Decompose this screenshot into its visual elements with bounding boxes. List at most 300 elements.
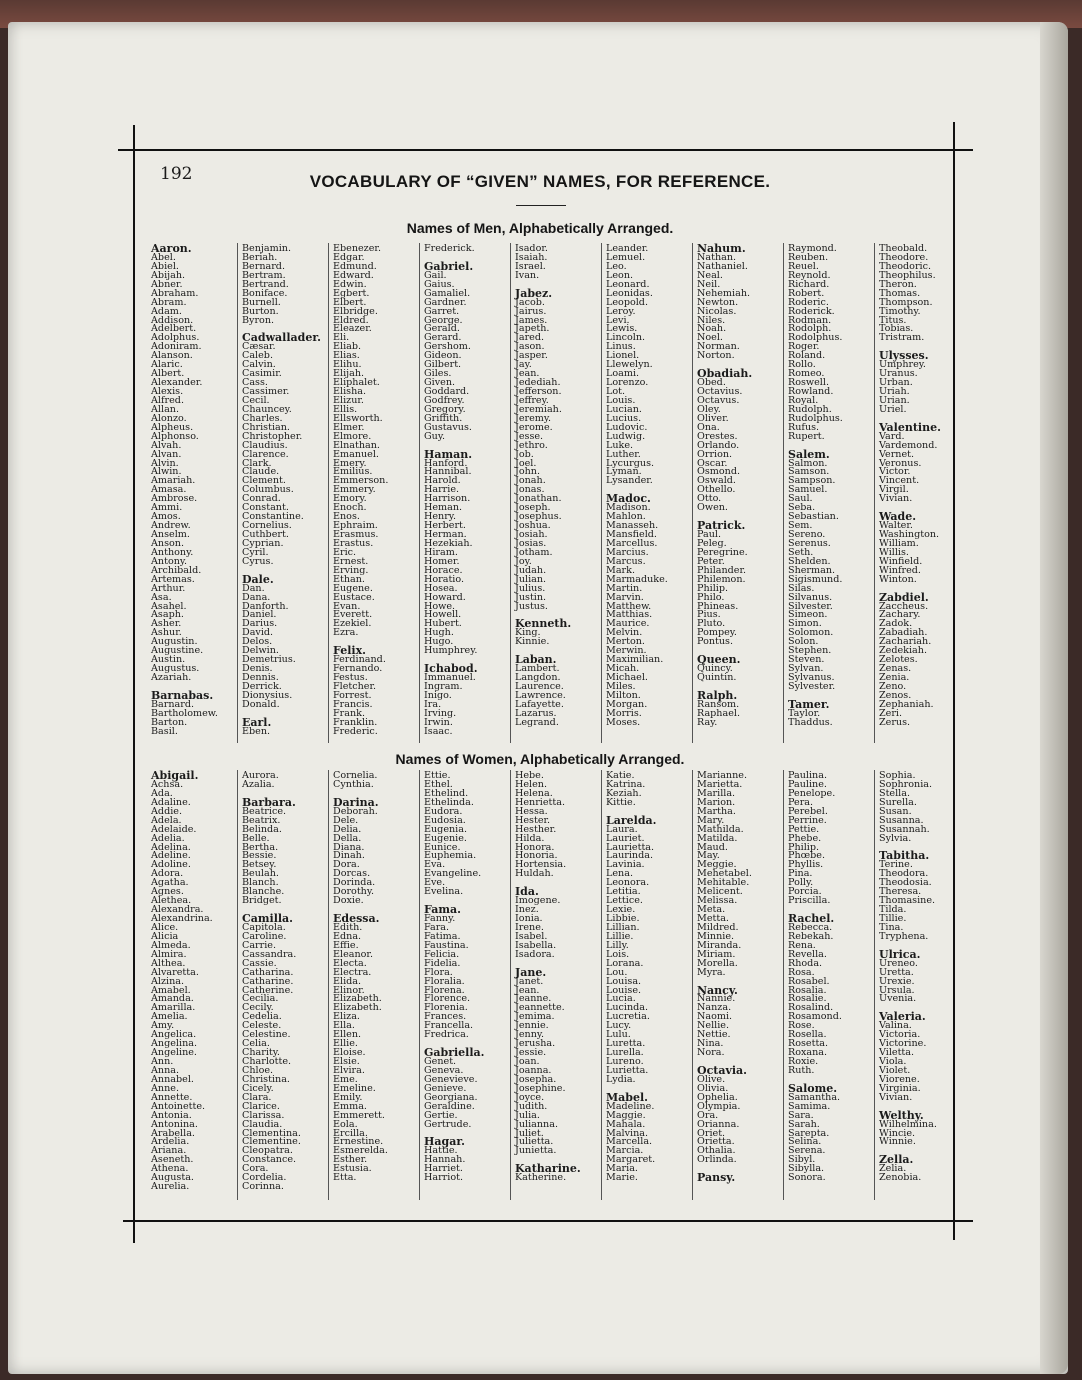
name-entry: Evangeline. xyxy=(424,868,482,880)
name-entry: Serena. xyxy=(788,1145,826,1157)
letter-group-head: Gabriel. xyxy=(424,259,474,273)
name-entry: Felicia. xyxy=(424,948,460,960)
letter-group-head: Haman. xyxy=(424,447,473,461)
name-entry: Sibylla. xyxy=(788,1163,825,1175)
name-entry: Clark. xyxy=(242,457,272,469)
name-entry: Peter. xyxy=(697,555,725,567)
name-entry: Ruth. xyxy=(788,1064,815,1076)
name-entry: Immanuel. xyxy=(424,672,476,683)
name-entry: Irving. xyxy=(424,707,457,719)
name-entry: Marie. xyxy=(606,1172,638,1184)
name-entry: Faustina. xyxy=(424,939,469,951)
name-entry: Solomon. xyxy=(788,627,834,639)
name-entry: Abner. xyxy=(151,278,183,290)
name-entry: Marcus. xyxy=(606,555,646,567)
name-entry: Athena. xyxy=(151,1163,189,1175)
name-entry: Beatrix. xyxy=(242,814,281,826)
name-entry: Cyrus. xyxy=(242,555,274,567)
name-entry: Giles. xyxy=(424,368,452,380)
letter-group-head: Madoc. xyxy=(606,492,651,506)
name-entry: Cecily. xyxy=(242,1002,274,1014)
name-entry: Catharine. xyxy=(242,975,294,987)
name-entry: Alaric. xyxy=(151,359,183,371)
name-entry: Raphael. xyxy=(697,707,740,719)
name-entry: Edna. xyxy=(333,930,362,942)
name-entry: Joseph. xyxy=(515,502,551,514)
name-entry: Dorothy. xyxy=(333,886,375,898)
name-entry: Zeno. xyxy=(879,680,907,692)
name-entry: Laurietta. xyxy=(606,841,655,853)
name-entry: Marietta. xyxy=(697,778,743,790)
women-column xyxy=(788,772,876,1183)
name-entry: Hannah. xyxy=(424,1154,466,1166)
name-entry: Silas. xyxy=(788,582,815,594)
name-entry: Lauriet. xyxy=(606,832,645,844)
name-entry: Jay. xyxy=(515,359,532,371)
name-entry: Jedediah. xyxy=(515,377,561,389)
name-entry: Ellie. xyxy=(333,1038,358,1050)
name-entry: Roderic. xyxy=(788,296,829,308)
name-entry: Jasper. xyxy=(515,350,548,362)
name-entry: Junietta. xyxy=(515,1145,557,1157)
name-entry: Otto. xyxy=(697,493,722,505)
name-entry: Elizabeth. xyxy=(333,1002,382,1014)
name-entry: Reuben. xyxy=(788,251,829,263)
name-entry: Emmerson. xyxy=(333,475,389,487)
men-column xyxy=(606,245,694,728)
name-entry: Hilda. xyxy=(515,832,545,844)
name-entry: Rufus. xyxy=(788,421,820,433)
name-entry: Roderick. xyxy=(788,305,835,317)
name-entry: Edward. xyxy=(333,269,374,281)
name-entry: Niles. xyxy=(697,314,726,326)
name-entry: Emanuel. xyxy=(333,448,379,460)
name-entry: Sebastian. xyxy=(788,511,839,523)
name-entry: Horatio. xyxy=(424,573,465,585)
name-entry: Almira. xyxy=(151,948,187,960)
name-entry: Ann. xyxy=(151,1056,174,1067)
name-entry: Anthony. xyxy=(151,546,194,558)
name-entry: Ashur. xyxy=(151,627,182,639)
name-entry: Hosea. xyxy=(424,582,458,594)
name-entry: Pompey. xyxy=(697,627,737,639)
name-entry: Victorine. xyxy=(879,1038,927,1050)
name-entry: Godfrey. xyxy=(424,394,465,406)
name-entry: Selina. xyxy=(788,1136,822,1148)
left-rule xyxy=(133,125,135,1243)
name-entry: Priscilla. xyxy=(788,895,831,907)
name-entry: Stephen. xyxy=(788,645,832,657)
name-entry: Artemas. xyxy=(151,573,195,585)
name-entry: Jean. xyxy=(515,984,540,996)
column-divider xyxy=(692,770,693,1200)
name-entry: Gerard. xyxy=(424,332,462,344)
name-entry: Alice. xyxy=(151,921,179,933)
name-entry: Enoch. xyxy=(333,502,367,514)
name-entry: Rupert. xyxy=(788,430,825,442)
name-entry: Sereno. xyxy=(788,529,826,540)
name-entry: Phœbe. xyxy=(788,850,825,862)
name-entry: Jairus. xyxy=(515,305,547,317)
women-column xyxy=(879,772,967,1183)
name-entry: Llewelyn. xyxy=(606,359,653,371)
name-entry: Elizabeth. xyxy=(333,993,382,1005)
name-entry: Mansfield. xyxy=(606,529,657,540)
name-entry: Langdon. xyxy=(515,672,561,683)
letter-group-head: Queen. xyxy=(697,653,741,667)
name-entry: Rodolph. xyxy=(788,323,832,335)
column-divider xyxy=(783,770,784,1200)
name-entry: Merwin. xyxy=(606,645,647,657)
name-entry: Nehemiah. xyxy=(697,287,751,299)
name-entry: Pettie. xyxy=(788,823,820,835)
name-entry: Julia. xyxy=(515,1109,540,1121)
name-entry: Hebe. xyxy=(515,770,544,781)
name-entry: Abraham. xyxy=(151,287,199,299)
name-entry: Alpheus. xyxy=(151,421,194,433)
name-entry: Marcellus. xyxy=(606,537,658,549)
name-entry: Burton. xyxy=(242,305,279,317)
name-entry: Gregory. xyxy=(424,403,466,415)
top-rule xyxy=(118,149,973,151)
name-entry: Sylvanus. xyxy=(788,672,835,683)
letter-group-head: Barnabas. xyxy=(151,688,214,702)
name-entry: Cornelius. xyxy=(242,520,292,532)
letter-group-head: Tamer. xyxy=(788,697,830,711)
name-entry: Mark. xyxy=(606,564,635,576)
name-entry: Tillie. xyxy=(879,913,907,924)
name-entry: Thomasine. xyxy=(879,895,936,907)
name-entry: Walter. xyxy=(879,520,913,532)
name-entry: Lysander. xyxy=(606,475,653,487)
name-entry: Alexandra. xyxy=(151,904,204,916)
name-entry: Simon. xyxy=(788,618,822,630)
bottom-rule xyxy=(123,1220,973,1222)
name-entry: Seba. xyxy=(788,502,816,514)
name-entry: Howard. xyxy=(424,591,466,603)
name-entry: Darius. xyxy=(242,618,278,630)
name-entry: Antonina. xyxy=(151,1118,198,1130)
name-entry: Leopold. xyxy=(606,296,649,308)
name-entry: Ora. xyxy=(697,1109,719,1121)
name-entry: Amabel. xyxy=(151,984,191,996)
name-entry: Lillian. xyxy=(606,921,640,933)
name-entry: Barton. xyxy=(151,716,188,728)
letter-group-head: Katharine. xyxy=(515,1162,581,1176)
name-entry: Zachariah. xyxy=(879,636,932,648)
name-entry: Agnes. xyxy=(151,886,184,898)
letter-group-head: Darina. xyxy=(333,795,379,809)
name-entry: Richard. xyxy=(788,278,830,290)
name-entry: Angelina. xyxy=(151,1038,198,1050)
name-entry: Olympia. xyxy=(697,1100,741,1112)
name-entry: Jemima. xyxy=(515,1011,555,1023)
name-entry: Harold. xyxy=(424,475,461,487)
name-entry: Orianna. xyxy=(697,1118,740,1130)
name-entry: Christina. xyxy=(242,1073,290,1085)
name-entry: Belinda. xyxy=(242,823,282,835)
name-entry: Maurice. xyxy=(606,618,650,630)
name-entry: Belle. xyxy=(242,832,270,844)
name-entry: Effie. xyxy=(333,939,359,951)
name-entry: Lambert. xyxy=(515,663,560,675)
women-column xyxy=(697,772,785,1183)
name-entry: Ernest. xyxy=(333,555,369,567)
name-entry: Edgar. xyxy=(333,251,365,263)
name-entry: Ethelinda. xyxy=(424,796,474,808)
name-entry: Achsa. xyxy=(151,778,184,790)
name-entry: Winfred. xyxy=(879,564,921,576)
name-entry: Erving. xyxy=(333,564,369,576)
name-entry: Miriam. xyxy=(697,948,736,960)
name-entry: Zachary. xyxy=(879,609,921,621)
name-entry: Japeth. xyxy=(515,323,550,335)
name-entry: Joshua. xyxy=(515,520,551,532)
name-entry: Marcella. xyxy=(606,1136,653,1148)
name-entry: Adam. xyxy=(151,305,182,317)
name-entry: Louise. xyxy=(606,984,642,996)
name-entry: Katie. xyxy=(606,770,635,781)
letter-group-head: Earl. xyxy=(242,715,272,729)
column-divider xyxy=(328,243,329,743)
name-entry: Pius. xyxy=(697,609,721,621)
name-entry: Derrick. xyxy=(242,680,282,692)
name-entry: Susanna. xyxy=(879,814,924,826)
name-entry: Henrietta. xyxy=(515,796,566,808)
name-entry: Philo. xyxy=(697,591,725,603)
name-entry: Madeline. xyxy=(606,1100,655,1112)
name-entry: Mehetabel. xyxy=(697,868,752,880)
name-entry: Martha. xyxy=(697,805,736,817)
name-entry: Emilius. xyxy=(333,466,373,478)
name-entry: Elinor. xyxy=(333,984,365,996)
name-entry: Emma. xyxy=(333,1100,367,1112)
name-entry: Kittie. xyxy=(606,796,636,808)
name-entry: Adoniram. xyxy=(151,341,202,353)
letter-group-head: Laban. xyxy=(515,653,557,667)
letter-group-head: Wade. xyxy=(879,510,917,524)
name-entry: Huldah. xyxy=(515,868,554,880)
name-entry: Orietta. xyxy=(697,1136,735,1148)
name-entry: Doxie. xyxy=(333,895,364,907)
name-entry: Asahel. xyxy=(151,600,187,612)
name-entry: Laura. xyxy=(606,823,638,835)
name-entry: Valina. xyxy=(879,1020,912,1032)
name-entry: Ureneo. xyxy=(879,957,918,969)
name-entry: Leander. xyxy=(606,243,649,254)
name-entry: Heman. xyxy=(424,502,463,514)
name-entry: Joel. xyxy=(515,457,537,469)
name-entry: Delia. xyxy=(333,823,362,835)
name-entry: Wincie. xyxy=(879,1127,916,1139)
name-entry: Eliza. xyxy=(333,1011,360,1023)
name-entry: Eben. xyxy=(242,725,271,737)
name-entry: Azariah. xyxy=(151,672,192,683)
name-entry: Basil. xyxy=(151,725,178,737)
name-entry: Elihu. xyxy=(333,359,362,371)
name-entry: Matthew. xyxy=(606,600,652,612)
name-entry: Alexandrina. xyxy=(151,913,213,924)
name-entry: Sem. xyxy=(788,520,813,532)
letter-group-head: Ralph. xyxy=(697,688,738,702)
name-entry: Adolphus. xyxy=(151,332,200,344)
name-entry: Othalia. xyxy=(697,1145,736,1157)
name-entry: Willis. xyxy=(879,546,909,558)
name-entry: Ursula. xyxy=(879,984,915,996)
name-entry: Alanson. xyxy=(151,350,193,362)
name-entry: Emily. xyxy=(333,1091,363,1103)
name-entry: Linus. xyxy=(606,341,636,353)
name-entry: Metta. xyxy=(697,913,729,924)
name-entry: Noel. xyxy=(697,332,723,344)
name-entry: Joy. xyxy=(515,555,532,567)
name-entry: Maximilian. xyxy=(606,654,664,666)
name-entry: Agatha. xyxy=(151,877,189,889)
name-entry: Leon. xyxy=(606,269,634,281)
name-entry: Rena. xyxy=(788,939,816,951)
name-entry: Winfield. xyxy=(879,555,923,567)
name-entry: Herman. xyxy=(424,529,467,540)
name-entry: Amasa. xyxy=(151,484,187,496)
name-entry: Legrand. xyxy=(515,716,559,728)
name-entry: Antonia. xyxy=(151,1109,192,1121)
name-entry: Eldred. xyxy=(333,314,369,326)
name-entry: Wilhelmina. xyxy=(879,1118,937,1130)
name-entry: Theophilus. xyxy=(879,269,936,281)
name-entry: Celestine. xyxy=(242,1029,291,1041)
name-entry: Ephraim. xyxy=(333,520,378,532)
name-entry: Constant. xyxy=(242,502,289,514)
name-entry: Bessie. xyxy=(242,850,277,862)
name-entry: Caroline. xyxy=(242,930,287,942)
name-entry: Elizur. xyxy=(333,394,364,406)
name-entry: Lurietta. xyxy=(606,1064,649,1076)
name-entry: Judah. xyxy=(515,564,547,576)
name-entry: Forrest. xyxy=(333,689,372,701)
name-entry: Laurence. xyxy=(515,680,564,692)
name-entry: Ezra. xyxy=(333,627,359,639)
page-number: 192 xyxy=(160,164,193,184)
letter-group-head: Dale. xyxy=(242,572,274,586)
name-entry: Catharina. xyxy=(242,966,294,978)
name-entry: Marmaduke. xyxy=(606,573,668,585)
name-entry: James. xyxy=(515,314,548,326)
name-entry: Emeline. xyxy=(333,1082,376,1094)
name-entry: Mahala. xyxy=(606,1118,646,1130)
name-entry: Zabadiah. xyxy=(879,627,928,639)
name-entry: Cæsar. xyxy=(242,341,276,353)
name-entry: Hezekiah. xyxy=(424,537,473,549)
name-entry: Jerusha. xyxy=(515,1038,556,1050)
letter-group-head: Edessa. xyxy=(333,912,380,925)
column-divider xyxy=(510,770,511,1200)
name-entry: Theron. xyxy=(879,278,917,290)
name-entry: Lucian. xyxy=(606,403,642,415)
letter-group-head: Jane. xyxy=(515,965,547,979)
name-entry: Ebenezer. xyxy=(333,243,381,254)
name-entry: Julius. xyxy=(515,582,546,594)
name-entry: Lucinda. xyxy=(606,1002,649,1014)
name-entry: Inez. xyxy=(515,904,539,916)
column-divider xyxy=(328,770,329,1200)
name-entry: Uretta. xyxy=(879,966,914,978)
name-entry: Fletcher. xyxy=(333,680,377,692)
name-entry: Thomas. xyxy=(879,287,921,299)
name-entry: Boniface. xyxy=(242,287,288,299)
name-entry: Jacob. xyxy=(515,296,545,308)
name-entry: Uriah. xyxy=(879,386,910,397)
name-entry: Maud. xyxy=(697,841,728,853)
name-entry: Althea. xyxy=(151,957,186,969)
name-entry: Serenus. xyxy=(788,537,831,549)
name-entry: Rebekah. xyxy=(788,930,834,942)
name-entry: Cassandra. xyxy=(242,948,297,960)
name-entry: Maggie. xyxy=(606,1109,646,1121)
name-entry: Adelia. xyxy=(151,832,185,844)
name-entry: Ada. xyxy=(151,787,173,799)
name-entry: Lou. xyxy=(606,966,628,978)
name-entry: Claude. xyxy=(242,466,280,478)
name-entry: Theodosia. xyxy=(879,877,932,889)
name-entry: Allan. xyxy=(151,403,180,415)
name-entry: Thaddus. xyxy=(788,716,833,728)
name-entry: Evan. xyxy=(333,600,361,612)
name-entry: Justin. xyxy=(515,591,547,603)
name-entry: Pauline. xyxy=(788,778,827,790)
name-entry: Cecil. xyxy=(242,394,270,406)
name-entry: Saul. xyxy=(788,493,813,505)
letter-group-head: Nancy. xyxy=(697,983,738,997)
name-entry: Ezekiel. xyxy=(333,618,372,630)
name-entry: Dana. xyxy=(242,591,271,603)
name-entry: Merton. xyxy=(606,636,645,648)
name-entry: Ransom. xyxy=(697,698,740,710)
name-entry: Franklin. xyxy=(333,716,378,728)
name-entry: Capitola. xyxy=(242,921,286,933)
name-entry: Sibyl. xyxy=(788,1154,816,1166)
name-entry: Jean. xyxy=(515,368,540,380)
name-entry: Victoria. xyxy=(879,1029,921,1041)
name-entry: Dorinda. xyxy=(333,877,376,889)
name-entry: David. xyxy=(242,627,274,639)
name-entry: Nanza. xyxy=(697,1002,732,1014)
name-entry: Garret. xyxy=(424,305,460,317)
name-entry: Uvenia. xyxy=(879,993,917,1005)
column-divider xyxy=(783,243,784,743)
name-entry: Sylvester. xyxy=(788,680,836,692)
name-entry: Frederic. xyxy=(333,725,378,737)
name-entry: Corinna. xyxy=(242,1181,284,1193)
name-entry: Goddard. xyxy=(424,386,470,397)
name-entry: Lucy. xyxy=(606,1020,632,1032)
name-entry: Lureno. xyxy=(606,1056,644,1067)
name-entry: Lycurgus. xyxy=(606,457,655,469)
name-entry: Terine. xyxy=(879,859,913,871)
name-entry: Ettie. xyxy=(424,770,451,781)
name-entry: Nellie. xyxy=(697,1020,730,1032)
name-entry: Beatrice. xyxy=(242,805,287,817)
name-entry: Anne. xyxy=(151,1082,180,1094)
name-entry: Philip. xyxy=(697,582,729,594)
name-entry: Clementina. xyxy=(242,1127,301,1139)
name-entry: Amelia. xyxy=(151,1011,188,1023)
name-entry: Urexie. xyxy=(879,975,915,987)
name-entry: Nannie. xyxy=(697,993,736,1005)
name-entry: Theodoric. xyxy=(879,260,932,272)
name-entry: Eloise. xyxy=(333,1047,366,1059)
name-entry: Imogene. xyxy=(515,895,561,907)
name-entry: Lucia. xyxy=(606,993,636,1005)
